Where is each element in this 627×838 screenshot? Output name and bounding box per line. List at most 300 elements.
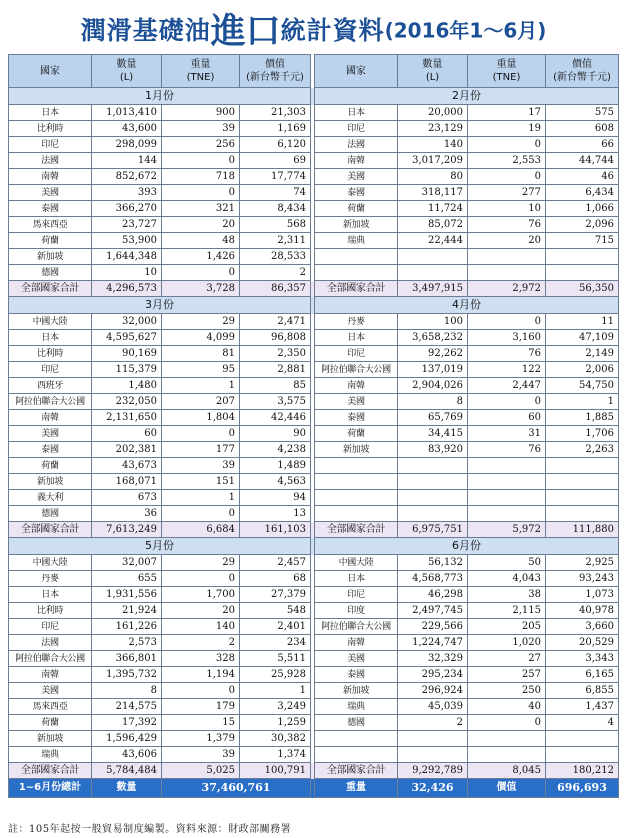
qty-cell: 32,329 xyxy=(398,651,468,667)
qty-cell: 1,013,410 xyxy=(92,105,162,121)
country-cell: 印尼 xyxy=(9,137,92,153)
qty-cell: 32,000 xyxy=(92,314,162,330)
weight-cell: 38 xyxy=(468,587,546,603)
qty-cell: 32,007 xyxy=(92,555,162,571)
empty-cell xyxy=(398,731,468,747)
country-cell: 美國 xyxy=(315,651,398,667)
value-cell: 1,437 xyxy=(546,699,619,715)
qty-cell: 852,672 xyxy=(92,169,162,185)
country-cell: 日本 xyxy=(315,571,398,587)
value-cell: 93,243 xyxy=(546,571,619,587)
weight-cell: 20 xyxy=(468,233,546,249)
value-cell: 54,750 xyxy=(546,378,619,394)
country-cell: 阿拉伯聯合大公國 xyxy=(315,362,398,378)
empty-cell xyxy=(546,265,619,281)
total-weight-cell: 2,972 xyxy=(468,281,546,297)
table-row xyxy=(9,587,619,603)
qty-cell: 2,904,026 xyxy=(398,378,468,394)
header-qty: 數量 (L) xyxy=(92,55,162,88)
table-row xyxy=(9,121,619,137)
country-cell: 南韓 xyxy=(9,169,92,185)
empty-cell xyxy=(468,731,546,747)
country-cell: 泰國 xyxy=(9,442,92,458)
value-cell: 3,249 xyxy=(240,699,311,715)
total-weight-cell: 5,025 xyxy=(162,763,240,779)
weight-cell: 0 xyxy=(468,314,546,330)
import-statistics-table xyxy=(8,54,619,798)
country-cell: 日本 xyxy=(9,105,92,121)
empty-cell xyxy=(315,458,398,474)
qty-cell: 3,658,232 xyxy=(398,330,468,346)
qty-cell: 393 xyxy=(92,185,162,201)
table-row xyxy=(9,490,619,506)
empty-cell xyxy=(546,249,619,265)
total-value-cell: 161,103 xyxy=(240,522,311,538)
table-row xyxy=(9,410,619,426)
table-row xyxy=(9,153,619,169)
qty-cell: 298,099 xyxy=(92,137,162,153)
weight-cell: 0 xyxy=(162,683,240,699)
total-value-cell: 100,791 xyxy=(240,763,311,779)
qty-cell: 20,000 xyxy=(398,105,468,121)
value-cell: 25,928 xyxy=(240,667,311,683)
weight-cell: 29 xyxy=(162,555,240,571)
value-cell: 6,434 xyxy=(546,185,619,201)
qty-cell: 3,017,209 xyxy=(398,153,468,169)
table-row xyxy=(9,683,619,699)
header-value: 價值 (新台幣千元) xyxy=(546,55,619,88)
country-cell: 比利時 xyxy=(9,346,92,362)
empty-cell xyxy=(546,458,619,474)
weight-cell: 2,115 xyxy=(468,603,546,619)
weight-cell: 328 xyxy=(162,651,240,667)
weight-cell: 95 xyxy=(162,362,240,378)
value-cell: 94 xyxy=(240,490,311,506)
value-cell: 4 xyxy=(546,715,619,731)
qty-cell: 46,298 xyxy=(398,587,468,603)
value-cell: 17,774 xyxy=(240,169,311,185)
value-cell: 1,066 xyxy=(546,201,619,217)
value-cell: 1,073 xyxy=(546,587,619,603)
table-row xyxy=(9,747,619,763)
value-cell: 46 xyxy=(546,169,619,185)
table-row xyxy=(9,314,619,330)
value-cell: 85 xyxy=(240,378,311,394)
weight-cell: 39 xyxy=(162,121,240,137)
value-cell: 2,096 xyxy=(546,217,619,233)
header-row xyxy=(9,55,619,88)
weight-cell: 177 xyxy=(162,442,240,458)
total-qty-cell: 6,975,751 xyxy=(398,522,468,538)
value-cell: 575 xyxy=(546,105,619,121)
country-cell: 法國 xyxy=(315,137,398,153)
page-title xyxy=(0,4,627,52)
table-row xyxy=(9,442,619,458)
grand-total-value-label: 價值 xyxy=(468,779,546,798)
qty-cell: 140 xyxy=(398,137,468,153)
total-qty-cell: 4,296,573 xyxy=(92,281,162,297)
value-cell: 1 xyxy=(546,394,619,410)
value-cell: 1,489 xyxy=(240,458,311,474)
empty-cell xyxy=(315,747,398,763)
weight-cell: 1 xyxy=(162,378,240,394)
weight-cell: 1,426 xyxy=(162,249,240,265)
country-cell: 南韓 xyxy=(9,410,92,426)
weight-cell: 29 xyxy=(162,314,240,330)
total-row xyxy=(9,522,619,538)
country-cell: 荷蘭 xyxy=(315,201,398,217)
weight-cell: 17 xyxy=(468,105,546,121)
value-cell: 28,533 xyxy=(240,249,311,265)
country-cell: 南韓 xyxy=(315,153,398,169)
country-cell: 法國 xyxy=(9,635,92,651)
value-cell: 4,238 xyxy=(240,442,311,458)
country-cell: 印尼 xyxy=(315,121,398,137)
weight-cell: 256 xyxy=(162,137,240,153)
qty-cell: 80 xyxy=(398,169,468,185)
value-cell: 5,511 xyxy=(240,651,311,667)
country-cell: 新加坡 xyxy=(315,442,398,458)
value-cell: 2,925 xyxy=(546,555,619,571)
empty-cell xyxy=(468,458,546,474)
empty-cell xyxy=(315,731,398,747)
weight-cell: 1,020 xyxy=(468,635,546,651)
country-cell: 比利時 xyxy=(9,603,92,619)
weight-cell: 15 xyxy=(162,715,240,731)
country-cell: 新加坡 xyxy=(315,683,398,699)
total-row xyxy=(9,763,619,779)
country-cell: 荷蘭 xyxy=(9,715,92,731)
qty-cell: 1,644,348 xyxy=(92,249,162,265)
country-cell: 荷蘭 xyxy=(9,458,92,474)
table-row xyxy=(9,330,619,346)
empty-cell xyxy=(398,490,468,506)
table-row xyxy=(9,715,619,731)
qty-cell: 318,117 xyxy=(398,185,468,201)
table-row xyxy=(9,362,619,378)
total-weight-cell: 8,045 xyxy=(468,763,546,779)
country-cell: 荷蘭 xyxy=(9,233,92,249)
month-header-row xyxy=(9,538,619,555)
empty-cell xyxy=(315,506,398,522)
qty-cell: 45,039 xyxy=(398,699,468,715)
qty-cell: 1,931,556 xyxy=(92,587,162,603)
country-cell: 中國大陸 xyxy=(9,314,92,330)
footnote: 註：105年起按一般貿易制度編製。資料來源：財政部關務署 xyxy=(8,824,292,835)
country-cell: 日本 xyxy=(315,105,398,121)
grand-total-weight-label: 重量 xyxy=(315,779,398,798)
country-cell: 馬來西亞 xyxy=(9,699,92,715)
table-row xyxy=(9,667,619,683)
qty-cell: 43,600 xyxy=(92,121,162,137)
total-value-cell: 111,880 xyxy=(546,522,619,538)
title-rest: 統計資料 xyxy=(280,16,385,45)
empty-cell xyxy=(315,249,398,265)
total-country-cell: 全部國家合計 xyxy=(9,281,92,297)
qty-cell: 4,595,627 xyxy=(92,330,162,346)
empty-cell xyxy=(398,265,468,281)
total-country-cell: 全部國家合計 xyxy=(9,763,92,779)
weight-cell: 60 xyxy=(468,410,546,426)
value-cell: 2 xyxy=(240,265,311,281)
empty-cell xyxy=(315,490,398,506)
qty-cell: 21,924 xyxy=(92,603,162,619)
country-cell: 泰國 xyxy=(315,410,398,426)
weight-cell: 0 xyxy=(468,137,546,153)
qty-cell: 2,131,650 xyxy=(92,410,162,426)
country-cell: 美國 xyxy=(315,394,398,410)
weight-cell: 2,447 xyxy=(468,378,546,394)
month-header-row xyxy=(9,88,619,105)
qty-cell: 115,379 xyxy=(92,362,162,378)
qty-cell: 144 xyxy=(92,153,162,169)
total-country-cell: 全部國家合計 xyxy=(315,522,398,538)
value-cell: 3,660 xyxy=(546,619,619,635)
qty-cell: 92,262 xyxy=(398,346,468,362)
weight-cell: 1,379 xyxy=(162,731,240,747)
value-cell: 74 xyxy=(240,185,311,201)
weight-cell: 0 xyxy=(162,265,240,281)
total-qty-cell: 5,784,484 xyxy=(92,763,162,779)
empty-cell xyxy=(398,249,468,265)
qty-cell: 161,226 xyxy=(92,619,162,635)
country-cell: 泰國 xyxy=(315,185,398,201)
qty-cell: 85,072 xyxy=(398,217,468,233)
weight-cell: 76 xyxy=(468,346,546,362)
value-cell: 6,165 xyxy=(546,667,619,683)
value-cell: 715 xyxy=(546,233,619,249)
value-cell: 44,744 xyxy=(546,153,619,169)
value-cell: 66 xyxy=(546,137,619,153)
value-cell: 42,446 xyxy=(240,410,311,426)
country-cell: 法國 xyxy=(9,153,92,169)
value-cell: 1 xyxy=(240,683,311,699)
weight-cell: 250 xyxy=(468,683,546,699)
weight-cell: 20 xyxy=(162,217,240,233)
total-country-cell: 全部國家合計 xyxy=(9,522,92,538)
value-cell: 40,978 xyxy=(546,603,619,619)
country-cell: 日本 xyxy=(9,330,92,346)
weight-cell: 40 xyxy=(468,699,546,715)
table-row xyxy=(9,571,619,587)
qty-cell: 53,900 xyxy=(92,233,162,249)
month-label: 5月份 xyxy=(9,538,311,555)
qty-cell: 10 xyxy=(92,265,162,281)
country-cell: 日本 xyxy=(315,330,398,346)
country-cell: 南韓 xyxy=(315,635,398,651)
empty-cell xyxy=(468,474,546,490)
table-row xyxy=(9,474,619,490)
total-value-cell: 86,357 xyxy=(240,281,311,297)
qty-cell: 232,050 xyxy=(92,394,162,410)
total-weight-cell: 6,684 xyxy=(162,522,240,538)
weight-cell: 205 xyxy=(468,619,546,635)
table-row xyxy=(9,378,619,394)
weight-cell: 0 xyxy=(162,506,240,522)
value-cell: 30,382 xyxy=(240,731,311,747)
country-cell: 南韓 xyxy=(315,378,398,394)
table-row xyxy=(9,201,619,217)
country-cell: 新加坡 xyxy=(315,217,398,233)
value-cell: 2,311 xyxy=(240,233,311,249)
qty-cell: 1,480 xyxy=(92,378,162,394)
country-cell: 印尼 xyxy=(9,619,92,635)
qty-cell: 366,270 xyxy=(92,201,162,217)
qty-cell: 1,224,747 xyxy=(398,635,468,651)
table-row xyxy=(9,506,619,522)
qty-cell: 229,566 xyxy=(398,619,468,635)
qty-cell: 17,392 xyxy=(92,715,162,731)
value-cell: 568 xyxy=(240,217,311,233)
country-cell: 印尼 xyxy=(9,362,92,378)
title-main: 潤滑基礎油 xyxy=(80,16,211,45)
qty-cell: 1,395,732 xyxy=(92,667,162,683)
country-cell: 印度 xyxy=(315,603,398,619)
weight-cell: 900 xyxy=(162,105,240,121)
value-cell: 6,120 xyxy=(240,137,311,153)
weight-cell: 1,804 xyxy=(162,410,240,426)
header-weight: 重量 (TNE) xyxy=(162,55,240,88)
empty-cell xyxy=(398,506,468,522)
value-cell: 2,350 xyxy=(240,346,311,362)
month-header-row xyxy=(9,297,619,314)
weight-cell: 1 xyxy=(162,490,240,506)
value-cell: 1,885 xyxy=(546,410,619,426)
value-cell: 2,471 xyxy=(240,314,311,330)
country-cell: 馬來西亞 xyxy=(9,217,92,233)
table-row xyxy=(9,265,619,281)
country-cell: 阿拉伯聯合大公國 xyxy=(9,651,92,667)
value-cell: 6,855 xyxy=(546,683,619,699)
header-country: 國家 xyxy=(315,55,398,88)
value-cell: 1,374 xyxy=(240,747,311,763)
total-row xyxy=(9,281,619,297)
value-cell: 608 xyxy=(546,121,619,137)
country-cell: 丹麥 xyxy=(9,571,92,587)
country-cell: 印尼 xyxy=(315,346,398,362)
qty-cell: 83,920 xyxy=(398,442,468,458)
empty-cell xyxy=(398,747,468,763)
weight-cell: 0 xyxy=(162,153,240,169)
weight-cell: 0 xyxy=(468,394,546,410)
weight-cell: 48 xyxy=(162,233,240,249)
qty-cell: 214,575 xyxy=(92,699,162,715)
table-row xyxy=(9,699,619,715)
qty-cell: 366,801 xyxy=(92,651,162,667)
grand-total-value: 696,693 xyxy=(546,779,619,798)
empty-cell xyxy=(546,731,619,747)
value-cell: 2,263 xyxy=(546,442,619,458)
total-weight-cell: 5,972 xyxy=(468,522,546,538)
country-cell: 美國 xyxy=(315,169,398,185)
qty-cell: 4,568,773 xyxy=(398,571,468,587)
grand-total-label: 1~6月份總計 xyxy=(9,779,92,798)
empty-cell xyxy=(468,506,546,522)
weight-cell: 39 xyxy=(162,747,240,763)
weight-cell: 76 xyxy=(468,217,546,233)
value-cell: 2,457 xyxy=(240,555,311,571)
country-cell: 瑞典 xyxy=(315,233,398,249)
qty-cell: 23,727 xyxy=(92,217,162,233)
table-row xyxy=(9,555,619,571)
country-cell: 荷蘭 xyxy=(315,426,398,442)
grand-total-weight: 32,426 xyxy=(398,779,468,798)
title-emphasis: 進口 xyxy=(210,11,281,52)
country-cell: 印尼 xyxy=(315,587,398,603)
country-cell: 美國 xyxy=(9,683,92,699)
country-cell: 阿拉伯聯合大公國 xyxy=(315,619,398,635)
table-row xyxy=(9,394,619,410)
total-weight-cell: 3,728 xyxy=(162,281,240,297)
country-cell: 丹麥 xyxy=(315,314,398,330)
table-row xyxy=(9,731,619,747)
empty-cell xyxy=(468,265,546,281)
weight-cell: 207 xyxy=(162,394,240,410)
qty-cell: 2,573 xyxy=(92,635,162,651)
value-cell: 3,343 xyxy=(546,651,619,667)
weight-cell: 81 xyxy=(162,346,240,362)
total-value-cell: 56,350 xyxy=(546,281,619,297)
country-cell: 美國 xyxy=(9,185,92,201)
header-value: 價值 (新台幣千元) xyxy=(240,55,311,88)
total-country-cell: 全部國家合計 xyxy=(315,763,398,779)
weight-cell: 2,553 xyxy=(468,153,546,169)
weight-cell: 20 xyxy=(162,603,240,619)
empty-cell xyxy=(315,474,398,490)
country-cell: 瑞典 xyxy=(9,747,92,763)
table-row xyxy=(9,169,619,185)
weight-cell: 257 xyxy=(468,667,546,683)
value-cell: 68 xyxy=(240,571,311,587)
header-country: 國家 xyxy=(9,55,92,88)
empty-cell xyxy=(546,474,619,490)
country-cell: 西班牙 xyxy=(9,378,92,394)
qty-cell: 8 xyxy=(398,394,468,410)
weight-cell: 76 xyxy=(468,442,546,458)
weight-cell: 19 xyxy=(468,121,546,137)
country-cell: 德國 xyxy=(9,506,92,522)
title-period: (2016年1～6月) xyxy=(384,18,547,43)
value-cell: 3,575 xyxy=(240,394,311,410)
weight-cell: 321 xyxy=(162,201,240,217)
value-cell: 21,303 xyxy=(240,105,311,121)
value-cell: 2,149 xyxy=(546,346,619,362)
table-row xyxy=(9,458,619,474)
qty-cell: 202,381 xyxy=(92,442,162,458)
table-row xyxy=(9,137,619,153)
weight-cell: 140 xyxy=(162,619,240,635)
qty-cell: 43,606 xyxy=(92,747,162,763)
value-cell: 47,109 xyxy=(546,330,619,346)
qty-cell: 34,415 xyxy=(398,426,468,442)
table-row xyxy=(9,635,619,651)
grand-total-qty-label: 數量 xyxy=(92,779,162,798)
total-qty-cell: 9,292,789 xyxy=(398,763,468,779)
country-cell: 泰國 xyxy=(315,667,398,683)
value-cell: 90 xyxy=(240,426,311,442)
country-cell: 義大利 xyxy=(9,490,92,506)
weight-cell: 27 xyxy=(468,651,546,667)
grand-total-row xyxy=(9,779,619,798)
country-cell: 德國 xyxy=(9,265,92,281)
value-cell: 2,401 xyxy=(240,619,311,635)
qty-cell: 2 xyxy=(398,715,468,731)
weight-cell: 718 xyxy=(162,169,240,185)
empty-cell xyxy=(398,458,468,474)
country-cell: 中國大陸 xyxy=(315,555,398,571)
qty-cell: 295,234 xyxy=(398,667,468,683)
value-cell: 96,808 xyxy=(240,330,311,346)
